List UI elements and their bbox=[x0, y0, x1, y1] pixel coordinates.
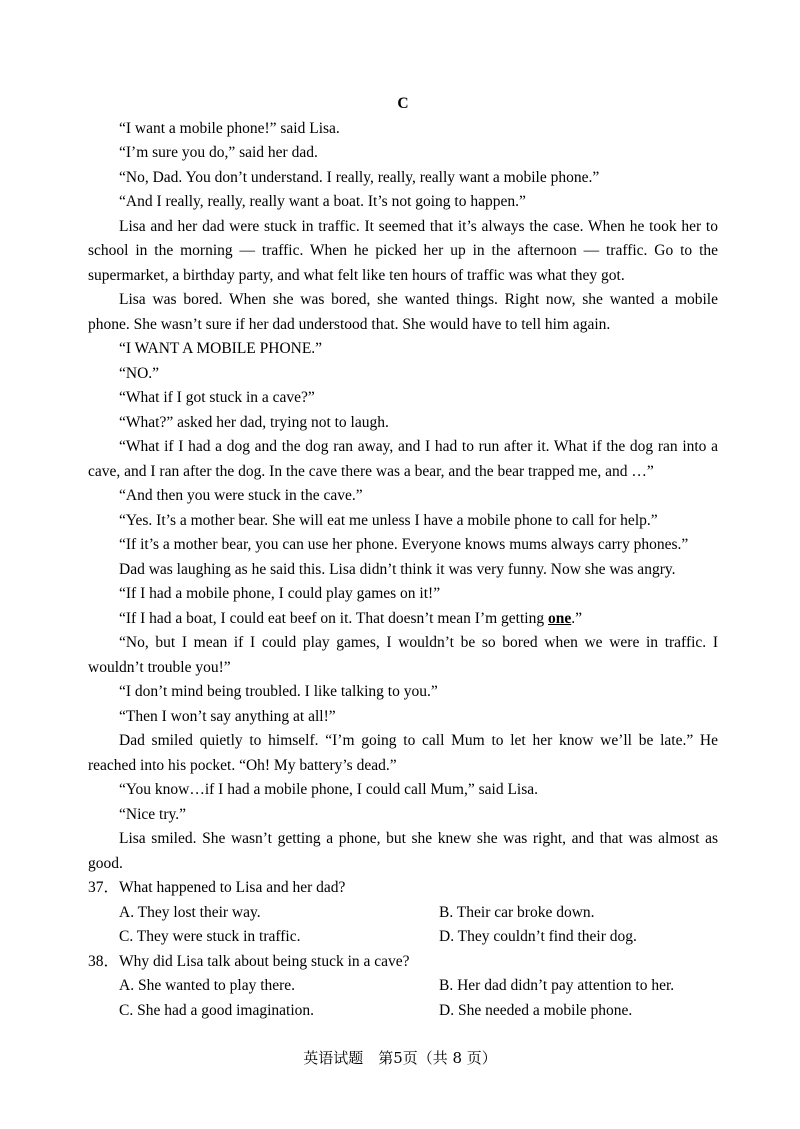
paragraph: Lisa smiled. She wasn’t getting a phone, but she knew she was right, and that was almost as good. bbox=[88, 830, 718, 872]
paragraph: “I’m sure you do,” said her dad. bbox=[119, 144, 318, 161]
paragraph: “NO.” bbox=[119, 364, 160, 382]
paragraph: “Then I won’t say anything at all!” bbox=[119, 707, 336, 725]
paragraph: Lisa was bored. When she was bored, she wanted things. Right now, she wanted a mobile phone. She wasn’t sure if her dad understood that. She would have to tell him again. bbox=[88, 291, 718, 333]
question-stem: 37．What happened to Lisa and her dad? bbox=[88, 879, 346, 896]
question-38 bbox=[88, 950, 718, 1024]
option-b: B. Her dad didn’t pay attention to her. bbox=[439, 977, 675, 994]
paragraph: Dad was laughing as he said this. Lisa didn’t think it was very funny. Now she was angry. bbox=[119, 560, 676, 578]
paragraph: “I WANT A MOBILE PHONE.” bbox=[119, 340, 323, 357]
paragraph: “I don’t mind being troubled. I like talking to you.” bbox=[119, 683, 438, 700]
paragraph: “You know…if I had a mobile phone, I could call Mum,” said Lisa. bbox=[119, 781, 538, 798]
paragraph: “No, Dad. You don’t understand. I really, really, really want a mobile phone.” bbox=[119, 168, 600, 186]
question-stem: 38．Why did Lisa talk about being stuck in a cave? bbox=[88, 952, 410, 970]
section-heading: C bbox=[397, 95, 409, 112]
option-a: A. They lost their way. bbox=[119, 903, 261, 921]
paragraph-group-2 bbox=[88, 631, 718, 876]
paragraph: “Yes. It’s a mother bear. She will eat me unless I have a mobile phone to call for help.” bbox=[119, 511, 658, 529]
option-d: D. They couldn’t find their dog. bbox=[439, 928, 637, 945]
paragraph: “Nice try.” bbox=[119, 805, 186, 823]
option-d: D. She needed a mobile phone. bbox=[439, 1001, 633, 1019]
paragraph: “What if I got stuck in a cave?” bbox=[119, 389, 315, 406]
text-before: “If I had a boat, I could eat beef on it. That doesn’t mean I’m getting bbox=[119, 609, 548, 627]
paragraph: “If it’s a mother bear, you can use her phone. Everyone knows mums always carry phones.” bbox=[119, 536, 689, 553]
answer-options bbox=[88, 974, 718, 1023]
page-footer: 英语试题 第5页（共 8 页） bbox=[303, 1049, 497, 1067]
paragraph: “If I had a mobile phone, I could play games on it!” bbox=[119, 585, 441, 602]
option-c: C. She had a good imagination. bbox=[119, 1001, 315, 1019]
underlined-word: one bbox=[547, 609, 572, 627]
paragraph: “I want a mobile phone!” said Lisa. bbox=[119, 119, 340, 137]
paragraph: “And I really, really, really want a boat. It’s not going to happen.” bbox=[119, 193, 526, 210]
paragraph-group-1 bbox=[88, 117, 718, 607]
text-after: .” bbox=[571, 609, 582, 627]
option-b: B. Their car broke down. bbox=[439, 903, 595, 921]
paragraph: “What if I had a dog and the dog ran away, and I had to run after it. What if the dog ran into a cave, and I ran after the dog. In the cave there was a bear, and the bear trapped me, and …” bbox=[88, 438, 718, 480]
paragraph: “What?” asked her dad, trying not to laugh. bbox=[119, 413, 389, 431]
option-c: C. They were stuck in traffic. bbox=[119, 928, 301, 945]
paragraph: “No, but I mean if I could play games, I wouldn’t be so bored when we were in traffic. I wouldn’t trouble you!” bbox=[88, 634, 718, 676]
answer-options bbox=[88, 901, 718, 950]
option-a: A. She wanted to play there. bbox=[119, 977, 296, 994]
paragraph: Lisa and her dad were stuck in traffic. It seemed that it’s always the case. When he took her to school in the morning — traffic. When he picked her up in the afternoon — traffic. Go to the supermarket, a birthday party, and what felt like ten hours of traffic was what they got. bbox=[88, 217, 718, 284]
paragraph-with-underline bbox=[88, 607, 718, 632]
paragraph: “And then you were stuck in the cave.” bbox=[119, 487, 363, 504]
reading-passage bbox=[88, 92, 718, 1023]
paragraph: Dad smiled quietly to himself. “I’m going to call Mum to let her know we’ll be late.” He reached into his pocket. “Oh! My battery’s dead.” bbox=[88, 732, 718, 774]
question-37 bbox=[88, 876, 718, 950]
